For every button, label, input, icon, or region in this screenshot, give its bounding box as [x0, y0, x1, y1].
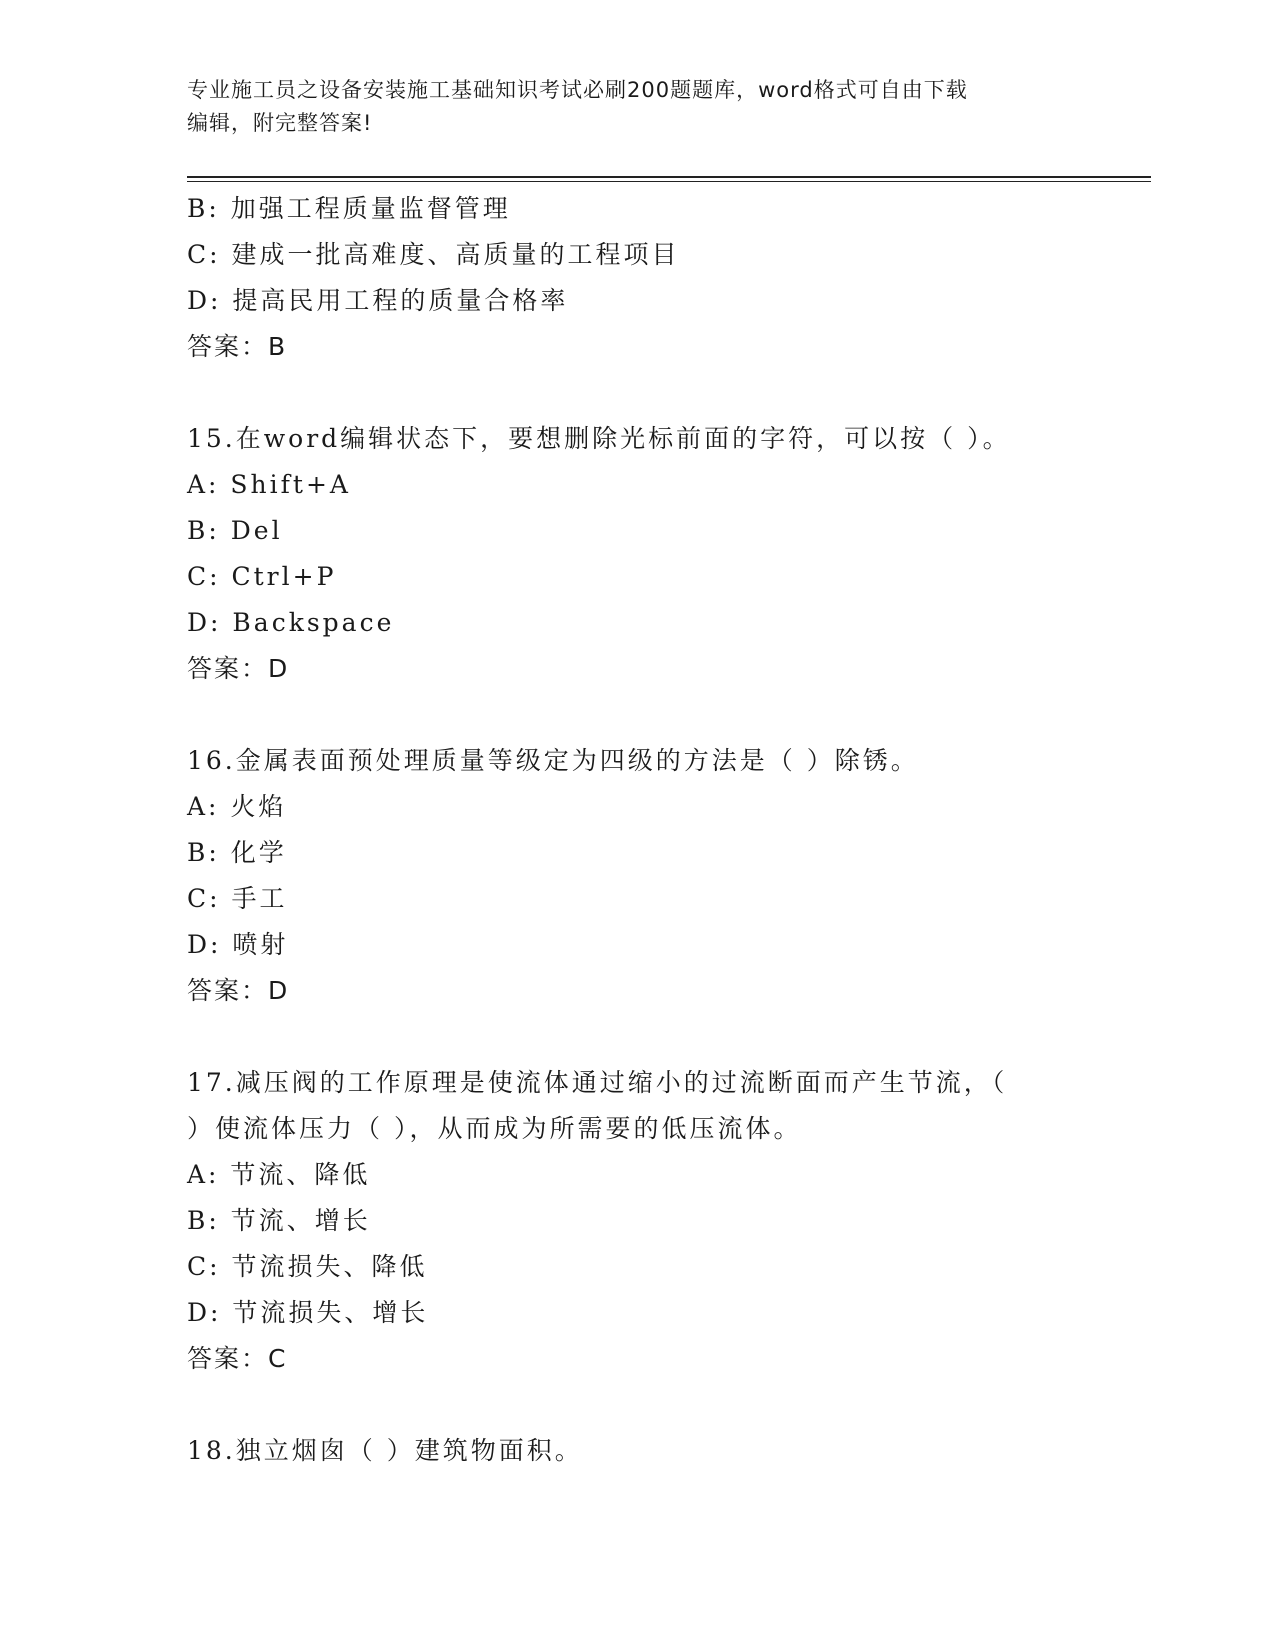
question-15	[187, 416, 1087, 692]
answer-line: 答案：B	[187, 332, 288, 361]
option-b: B: 化学	[187, 838, 287, 867]
option-a: A: 节流、降低	[187, 1160, 371, 1189]
option-c: C: 节流损失、降低	[187, 1252, 428, 1281]
option-b: B: Del	[187, 516, 283, 545]
option-b: B: 加强工程质量监督管理	[187, 194, 511, 223]
header-divider-thin	[187, 181, 1151, 182]
question-18	[187, 1428, 1087, 1474]
answer-line: 答案：D	[187, 976, 290, 1005]
option-d: D: 提高民用工程的质量合格率	[187, 286, 569, 315]
option-d: D: Backspace	[187, 608, 395, 637]
question-text-line2: ）使流体压力（ ），从而成为所需要的低压流体。	[187, 1114, 802, 1143]
option-a: A: Shift+A	[187, 470, 351, 499]
question-text: 15.在word编辑状态下，要想删除光标前面的字符，可以按（ ）。	[187, 424, 1011, 453]
option-d: D: 节流损失、增长	[187, 1298, 429, 1327]
question-16	[187, 738, 1087, 1014]
answer-line: 答案：D	[187, 654, 290, 683]
option-c: C: Ctrl+P	[187, 562, 337, 591]
question-text: 18.独立烟囱（ ）建筑物面积。	[187, 1436, 583, 1465]
question-list	[187, 186, 1087, 1474]
question-17	[187, 1060, 1087, 1382]
option-c: C: 手工	[187, 884, 288, 913]
header-title-line1: 专业施工员之设备安装施工基础知识考试必刷200题题库，word格式可自由下载	[187, 78, 968, 102]
option-d: D: 喷射	[187, 930, 289, 959]
answer-line: 答案：C	[187, 1344, 288, 1373]
header-title-line2: 编辑，附完整答案!	[187, 111, 373, 135]
option-b: B: 节流、增长	[187, 1206, 371, 1235]
option-a: A: 火焰	[187, 792, 287, 821]
header-divider-thick	[187, 176, 1151, 178]
question-14	[187, 186, 1087, 370]
document-header	[187, 74, 1067, 140]
question-text-line1: 17.减压阀的工作原理是使流体通过缩小的过流断面而产生节流，（	[187, 1068, 1008, 1097]
question-text: 16.金属表面预处理质量等级定为四级的方法是（ ）除锈。	[187, 746, 919, 775]
option-c: C: 建成一批高难度、高质量的工程项目	[187, 240, 680, 269]
